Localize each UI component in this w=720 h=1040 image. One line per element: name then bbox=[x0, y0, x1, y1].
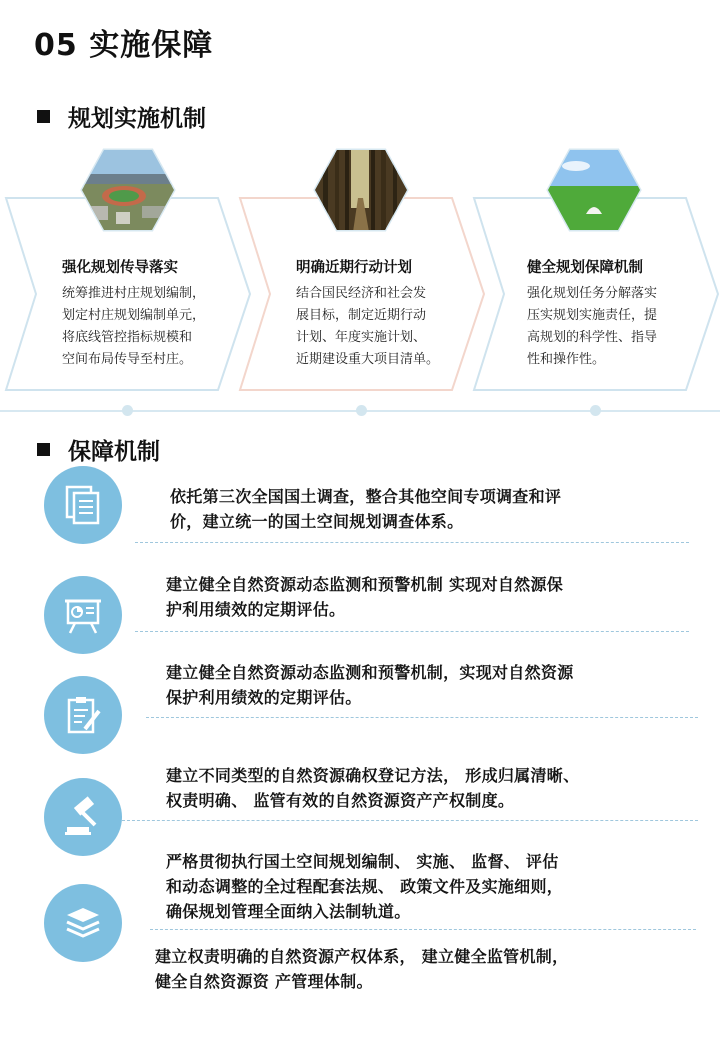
guarantee-text-5: 严格贯彻执行国土空间规划编制、 实施、 监督、 评估 和动态调整的全过程配套法规、 政策文件及实施细则， 确保规划管理全面纳入法制轨道。 bbox=[166, 852, 564, 921]
dashed-divider bbox=[150, 929, 696, 930]
dashed-divider bbox=[135, 631, 689, 632]
card-text-1: 统筹推进村庄规划编制， 划定村庄规划编制单元， 将底线管控指标规模和 空间布局传导至村庄。 bbox=[62, 286, 206, 367]
section-title-text: 规划实施机制 bbox=[68, 106, 206, 132]
card-text-2: 结合国民经济和社会发 展目标，制定近期行动 计划、年度实施计划、 近期建设重大项目清单。 bbox=[296, 286, 440, 367]
document-icon bbox=[44, 466, 122, 544]
dashed-divider bbox=[146, 717, 698, 718]
dashed-divider bbox=[135, 542, 689, 543]
card-title-2: 明确近期行动计划 bbox=[296, 260, 412, 276]
guarantee-text-6: 建立权责明确的自然资源产权体系， 建立健全监管机制， 健全自然资源资 产管理体制。 bbox=[155, 947, 569, 991]
bullet-square-icon bbox=[37, 110, 50, 123]
dashed-divider bbox=[122, 820, 698, 821]
gavel-icon bbox=[44, 778, 122, 856]
divider-dot bbox=[356, 405, 367, 416]
section-title-guarantee bbox=[37, 433, 160, 466]
card-title-1: 强化规划传导落实 bbox=[62, 260, 178, 276]
page-title: 05 实施保障 bbox=[34, 28, 214, 63]
card-title-3: 健全规划保障机制 bbox=[527, 260, 643, 276]
stack-layers-icon bbox=[44, 884, 122, 962]
card-text-3: 强化规划任务分解落实 压实规划实施责任，提 高规划的科学性、指导 性和操作性。 bbox=[527, 286, 658, 367]
bullet-square-icon bbox=[37, 443, 50, 456]
guarantee-text-4: 建立不同类型的自然资源确权登记方法， 形成归属清晰、 权责明确、 监管有效的自然资源资产产权制度。 bbox=[166, 766, 580, 810]
guarantee-text-2: 建立健全自然资源动态监测和预警机制 实现对自然源保 护利用绩效的定期评估。 bbox=[166, 575, 564, 619]
guarantee-text-1: 依托第三次全国国土调查，整合其他空间专项调查和评 价，建立统一的国土空间规划调查体系。 bbox=[170, 487, 562, 531]
presentation-board-icon bbox=[44, 576, 122, 654]
section-title-text: 保障机制 bbox=[68, 439, 160, 465]
grassland-photo-icon bbox=[546, 148, 642, 232]
divider-dot bbox=[590, 405, 601, 416]
divider-dot bbox=[122, 405, 133, 416]
guarantee-text-3: 建立健全自然资源动态监测和预警机制，实现对自然资源 保护利用绩效的定期评估。 bbox=[166, 663, 574, 707]
clipboard-pen-icon bbox=[44, 676, 122, 754]
stadium-photo-icon bbox=[80, 148, 176, 232]
forest-photo-icon bbox=[313, 148, 409, 232]
section-title-implementation bbox=[37, 100, 206, 133]
